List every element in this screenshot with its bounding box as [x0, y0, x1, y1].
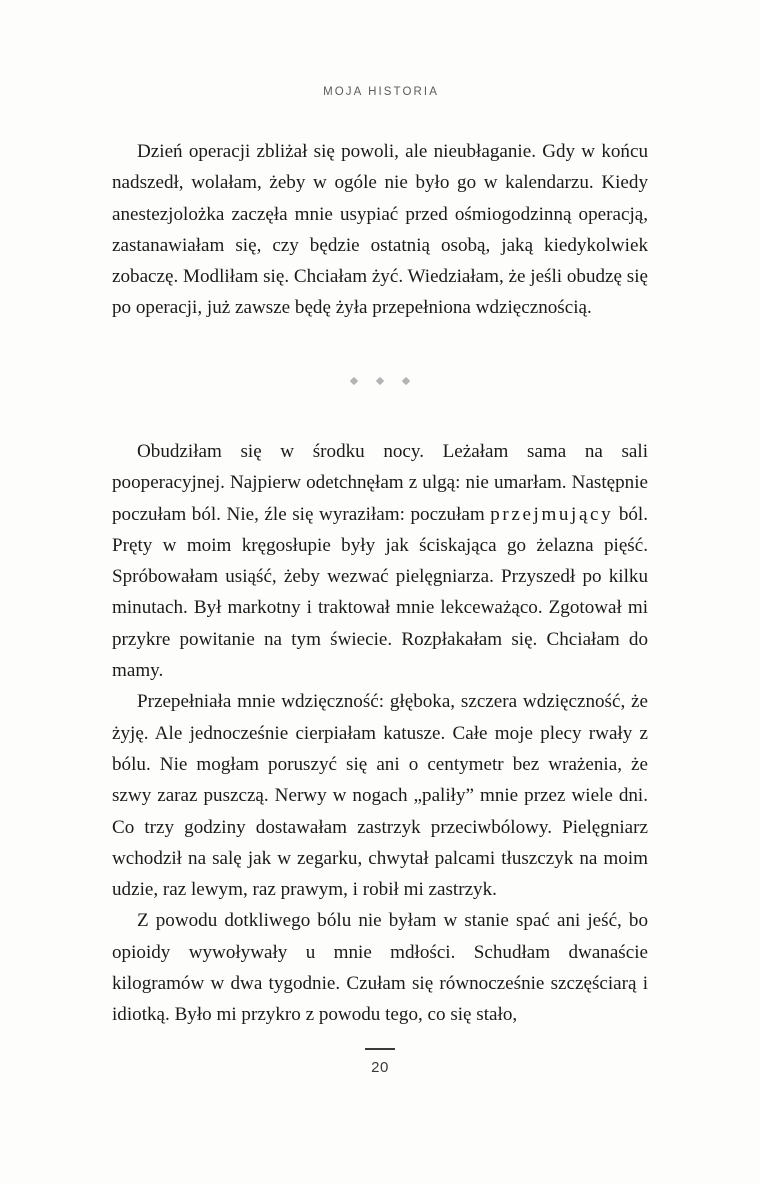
- paragraph: Przepełniała mnie wdzięczność: głęboka, szczera wdzięczność, że żyję. Ale jednocześnie cierpiałam katusze. Całe moje plecy rwały z bólu. Nie mogłam poruszyć się ani o centymetr bez wrażenia, że szwy zaraz puszczą. Nerwy w nogach „paliły” mnie przez wiele dni. Co trzy godziny dostawałam zastrzyk przeciwbólowy. Pielęgniarz wchodził na salę jak w zegarku, chwytał palcami tłuszczyk na moim udzie, raz lewym, raz prawym, i robił mi zastrzyk.: [112, 691, 648, 901]
- page-number: 20: [371, 1058, 389, 1076]
- paragraph: [112, 436, 648, 686]
- paragraph: Dzień operacji zbliżał się powoli, ale nieubłaganie. Gdy w końcu nadszedł, wolałam, żeby w ogóle nie było go w kalendarzu. Kiedy anestezjolożka zaczęła mnie usypiać przed ośmiogodzinną operacją, zastanawiałam się, czy będzie ostatnią osobą, jaką kiedykolwiek zobaczę. Modliłam się. Chciałam żyć. Wiedziałam, że jeśli obudzę się po operacji, już zawsze będę żyła przepełniona wdzięcznością.: [112, 141, 648, 319]
- section-one-text-block: [112, 136, 648, 324]
- diamond-icon: [402, 377, 410, 385]
- paragraph-text-leading: Obudziłam się w środku nocy. Leżałam sama na sali pooperacyjnej. Najpierw odetchnęłam z ulgą: nie umarłam. Następnie poczułam ból. Nie, źle się wyraziłam: poczułam: [112, 441, 648, 525]
- paragraph-text-trailing: ból. Pręty w moim kręgosłupie były jak ściskająca go żelazna pięść. Spróbowałam usiąść, żeby wezwać pielęgniarza. Przyszedł po kilku minutach. Był markotny i traktował mnie lekceważąco. Zgotował mi przykre powitanie na tym świecie. Rozpłakałam się. Chciałam do mamy.: [112, 503, 648, 682]
- running-header: MOJA HISTORIA: [323, 86, 439, 98]
- footer-rule: [365, 1048, 395, 1050]
- ornament-divider: [0, 378, 760, 384]
- diamond-icon: [376, 377, 384, 385]
- emphasised-letterspaced-word: przejmujący: [490, 503, 614, 525]
- diamond-icon: [350, 377, 358, 385]
- section-two-text-block: [112, 436, 648, 1031]
- paragraph: Z powodu dotkliwego bólu nie byłam w stanie spać ani jeść, bo opioidy wywoływały u mnie mdłości. Schudłam dwanaście kilogramów w dwa tygodnie. Czułam się równocześnie szczęściarą i idiotką. Było mi przykro z powodu tego, co się stało,: [112, 910, 648, 1026]
- page-footer: [0, 1048, 760, 1076]
